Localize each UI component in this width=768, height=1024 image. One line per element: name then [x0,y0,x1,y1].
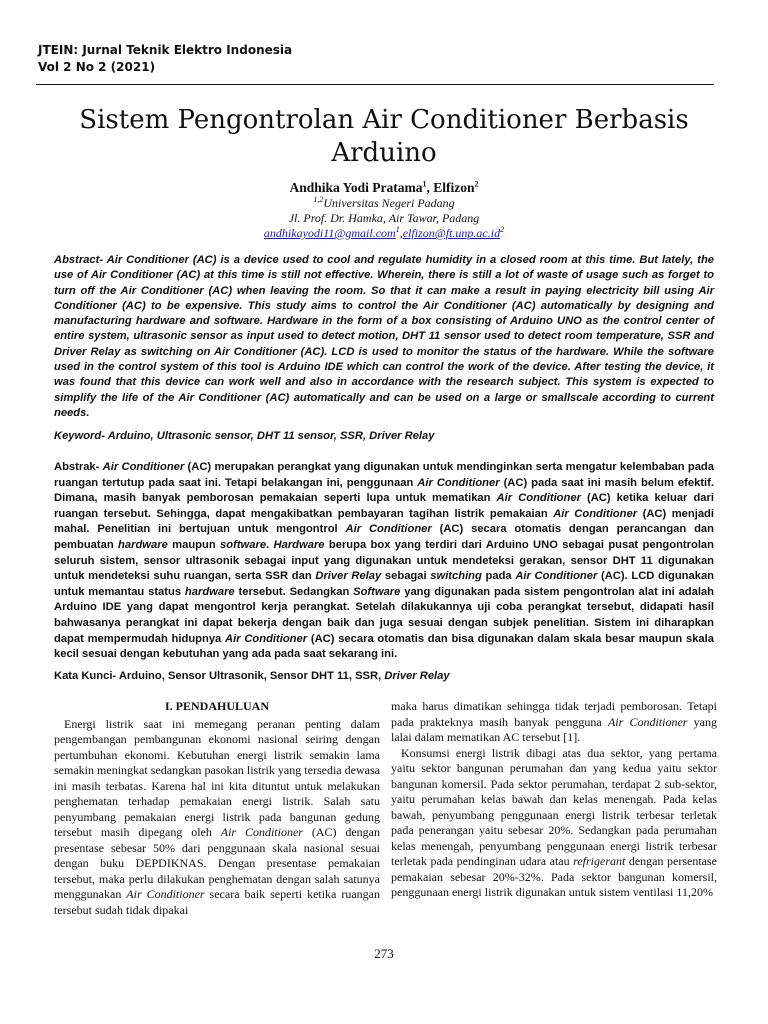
journal-name: JTEIN: Jurnal Teknik Elektro Indonesia [38,43,293,57]
abstract-indonesian: Abstrak- Air Conditioner (AC) merupakan perangkat yang digunakan untuk mendinginkan serta mengatur kelembaban pada ruangan tertutup pada saat ini. Tetapi belakangan ini, penggunaan Air Conditioner (AC) pada saat ini masih belum efektif. Dimana, masih banyak pemborosan pemakaian seperti lupa untuk mematikan Air Conditioner (AC) ketika keluar dari ruangan tersebut. Sehingga, dapat mengakibatkan pembayaran tagihan listrik pemakaian Air Conditioner (AC) menjadi mahal. Penelitian ini bertujuan untuk mengontrol Air Conditioner (AC) secara otomatis dengan perancangan dan pembuatan hardware maupun software. Hardware berupa box yang terdiri dari Arduino UNO sebagai pusat pengontrolan seluruh sistem, sensor ultrasonik sebagai input yang digunakan untuk mendeteksi gerakan, sensor DHT 11 digunakan untuk mendeteksi suhu ruangan, serta SSR dan Driver Relay sebagai switching pada Air Conditioner (AC). LCD digunakan untuk memantau status hardware tersebut. Sedangkan Software yang digunakan pada sistem pengontrolan alat ini adalah Arduino IDE yang dapat mengontrol kerja perangkat. Setelah dilakukannya uji coba perangkat tersebut, didapati hasil bahwasanya perangkat ini dapat bekerja dengan baik dan juga sesuai dengan subjek penelitian. Sistem ini diharapkan dapat mempermudah hidupnya Air Conditioner (AC) secara otomatis dan bisa digunakan dalam skala besar maupun skala kecil sesuai dengan kebutuhan yang ada pada saat sekarang ini. [54,461,715,661]
journal-volume: Vol 2 No 2 (2021) [38,60,156,74]
keywords-english: Keyword- Arduino, Ultrasonic sensor, DHT 11 sensor, SSR, Driver Relay [54,430,435,442]
address: Jl. Prof. Dr. Hamka, Air Tawar, Padang [288,211,480,225]
header-rule [36,84,714,85]
intro-paragraph-1-continued: maka harus dimatikan sehingga tidak terjadi pemborosan. Tetapi pada prakteknya masih banyak pengguna Air Conditioner yang lalai dalam mematikan AC tersebut [1]. [391,699,718,744]
author-block [40,180,728,241]
abstract-english: Abstract- Air Conditioner (AC) is a device used to cool and regulate humidity in a closed room at this time. But lately, the use of Air Conditioner (AC) at this time is still not effective. Wherein, there is still a lot of waste of usage such as forget to turn off the Air Conditioner (AC) when leaving the room. So that it can make a result in paying electricity bill using Air Conditioner (AC) to be expensive. This study aims to control the Air Conditioner (AC) automatically by designing and manufacturing hardware and software. Hardware in the form of a box consisting of Arduino UNO as the control center of entire system, ultrasonic sensor as input used to detect motion, DHT 11 sensor used to detect room temperature, SSR and Driver Relay as switching on Air Conditioner (AC). LCD is used to monitor the status of the hardware. While the software used in the control system of this tool is Arduino IDE which can control the work of the device. After testing the device, it was found that this device can work well and also in accordance with the research subject. This system is expected to simplify the life of the Air Conditioner (AC) automatically and can be used on a large or smallscale according to current needs. [54,254,714,419]
intro-paragraph-1: Energi listrik saat ini memegang peranan penting dalam pengembangan pembangunan ekonomi nasional seiring dengan pertumbuhan ekonomi. Kebutuhan energi listrik semakin lama semakin meningkat sedangkan pasokan listrik yang tersedia dewasa ini masih terbatas. Karena hal ini kita dituntut untuk melakukan penghematan terhadap pemakaian energi listrik. Salah satu penyumbang pemakaian energi listrik pada bangunan gedung tersebut masih dipegang oleh Air Conditioner (AC) dengan presentase sebesar 50% dari penggunaan skala nasional sesuai dengan buku DEPDIKNAS. Dengan presentase pemakaian tersebut, maka perlu dilakukan penghematan dengan salah satunya menggunakan Air Conditioner secara baik seperti ketika ruangan tersebut sudah tidak dipakai [54,716,381,917]
section-heading-introduction: I. PENDAHULUAN [164,699,269,713]
journal-header [38,42,292,76]
email-link-1[interactable]: andhikayodi11@gmail.com [263,226,396,240]
body-column-left [54,699,380,918]
author-names: Andhika Yodi Pratama$^1$, Elfizon$^2$ [289,179,479,195]
keywords-indonesian: Kata Kunci- Arduino, Sensor Ultrasonik, Sensor DHT 11, SSR, Driver Relay [54,670,450,682]
email-link-2[interactable]: elfizon@ft.unp.ac.id [402,226,501,240]
emails: $andhikayodi11@gmail.com^1,elfizon@ft.unp.ac.id^2$ [263,225,505,240]
affiliation: $^{1,2}$Universitas Negeri Padang [313,195,455,210]
page-number: 273 [374,946,394,961]
body-column-right [391,699,717,901]
paper-title: Sistem Pengontrolan Air Conditioner Berbasis Arduino [79,105,689,168]
intro-paragraph-2: Konsumsi energi listrik dibagi atas dua sektor, yang pertama yaitu sektor bangunan perumahan dan yang kedua yaitu sektor bangunan komersil. Pada sektor perumahan, terdapat 2 sub-sektor, yaitu perumahan kelas bawah dan kelas menengah. Pada kelas bawah, penyumbang penggunaan energi listrik terbesar terletak pada penerangan yaitu sebesar 20%. Sedangkan pada perumahan kelas menengah, penyumbang penggunaan energi listrik terbesar terletak pada pendinginan udara atau refrigerant dengan persentase pemakaian sebesar 20%-32%. Pada sektor bangunan komersil, penggunaan energi listrik digunakan untuk sistem ventilasi 11,20% [391,745,717,899]
